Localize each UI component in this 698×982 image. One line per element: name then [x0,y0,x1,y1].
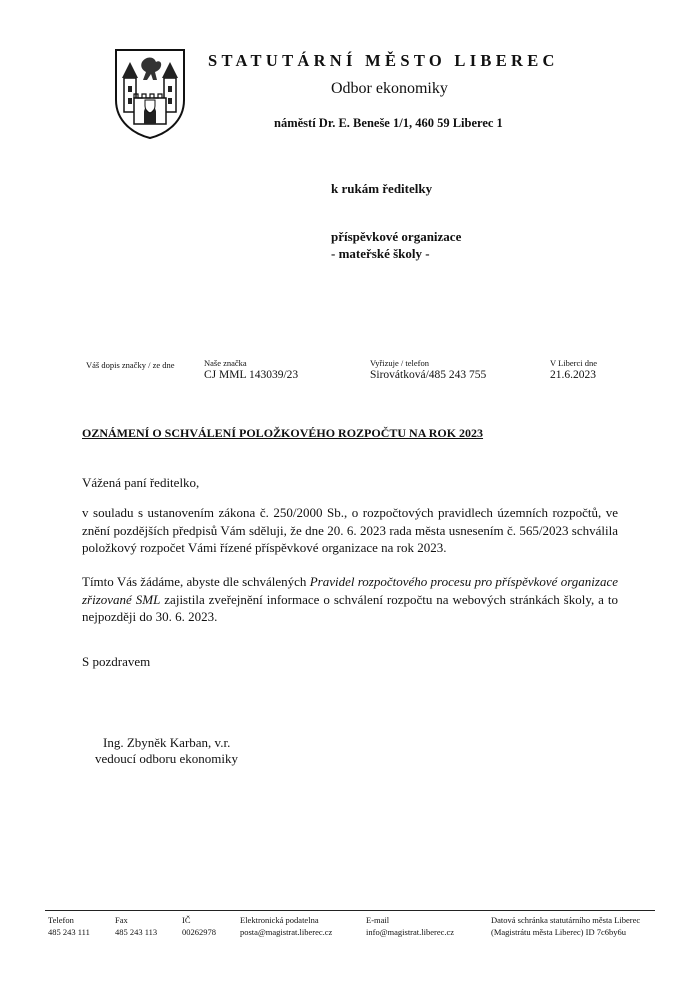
signature-title: vedoucí odboru ekonomiky [95,751,238,766]
footer-email-label: E-mail [366,915,390,925]
footer-phone [48,914,90,938]
salutation: Vážená paní ředitelko, [82,475,200,490]
rules-document-title: Pravidel rozpočtového procesu pro příspěvkové organizace zřizované SML [82,574,618,607]
recipient-line-2: příspěvkové organizace [331,229,462,244]
city-coat-of-arms [114,48,186,140]
our-ref-label: Naše značka [204,358,247,368]
handler-value: Sirovátková/485 243 755 [370,369,487,381]
footer-databox-label: Datová schránka statutárního města Liberec [491,915,641,925]
footer-ic-label: IČ [182,915,191,925]
footer-phone-value: 485 243 111 [48,927,90,937]
date-value: 21.6.2023 [550,369,596,381]
paragraph-2 [82,573,618,626]
footer-divider [45,910,655,911]
footer-epodatelna [240,914,332,938]
footer-fax-label: Fax [115,915,128,925]
footer-email [366,914,454,938]
footer-ic-value: 00262978 [182,927,216,937]
our-ref-value: CJ MML 143039/23 [204,369,299,381]
footer-phone-label: Telefon [48,915,74,925]
footer-databox-value: (Magistrátu města Liberec) ID 7c6by6u [491,927,627,937]
city-name: STATUTÁRNÍ MĚSTO LIBEREC [208,51,559,70]
footer-epodatelna-value: posta@magistrat.liberec.cz [240,927,333,937]
recipient-line-1: k rukám ředitelky [331,181,433,196]
paragraph-2-start: Tímto Vás žádáme, abyste dle schválených [82,574,310,589]
letter-subject: OZNÁMENÍ O SCHVÁLENÍ POLOŽKOVÉHO ROZPOČTU NA ROK 2023 [82,426,484,440]
footer-fax-value: 485 243 113 [115,927,158,937]
office-address: náměstí Dr. E. Beneše 1/1, 460 59 Liberec 1 [274,116,503,130]
paragraph-2-end: zajistila zveřejnění informace o schválení rozpočtu na webových stránkách školy, a to nejpozději do 30. 6. 2023. [82,591,619,624]
date-label: V Liberci dne [550,358,598,368]
footer-ic [182,914,216,938]
handler-label: Vyřizuje / telefon [370,358,430,368]
footer-databox [491,914,640,938]
footer-fax [115,914,157,938]
closing: S pozdravem [82,654,151,669]
your-ref-label: Váš dopis značky / ze dne [86,360,175,370]
paragraph-1: v souladu s ustanovením zákona č. 250/2000 Sb., o rozpočtových pravidlech územních rozpočtů, ve znění pozdějších předpisů Vám sděluji, že dne 20. 6. 2023 rada města usnesením č. 565/2023 schválila položkový rozpočet Vámi řízené příspěvkové organizace na rok 2023. [82,505,618,555]
department-name: Odbor ekonomiky [331,80,448,97]
recipient-line-3: - mateřské školy - [331,246,430,261]
signature-name: Ing. Zbyněk Karban, v.r. [103,735,231,750]
footer-epodatelna-label: Elektronická podatelna [240,915,319,925]
footer-email-value: info@magistrat.liberec.cz [366,927,455,937]
